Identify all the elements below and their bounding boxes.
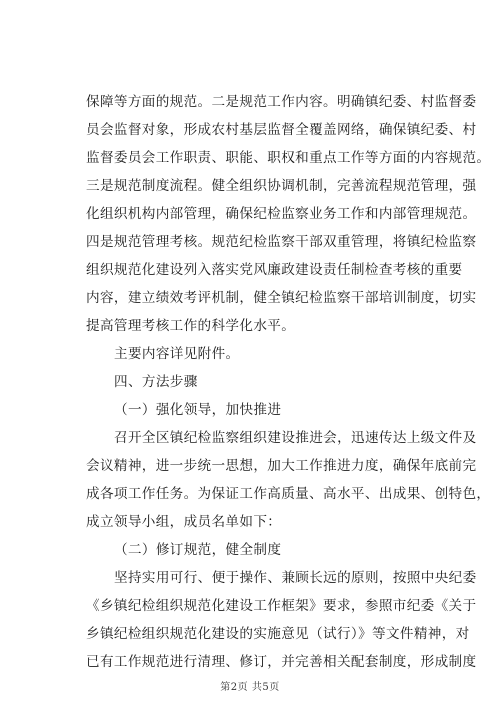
- paragraph-line: 化组织机构内部管理，确保纪检监察业务工作和内部管理规范。: [86, 206, 477, 222]
- paragraph-line: 保障等方面的规范。二是规范工作内容。明确镇纪委、村监督委: [86, 94, 477, 110]
- page-number-footer: 第2页 共5页: [220, 682, 280, 693]
- paragraph-line: 组织规范化建设列入落实党风廉政建设责任制检查考核的重要: [86, 262, 463, 278]
- document-body: [86, 88, 491, 676]
- paragraph-line: 已有工作规范进行清理、修订，并完善相关配套制度，形成制度: [86, 654, 477, 670]
- paragraph-line: 提高管理考核工作的科学化水平。: [86, 318, 296, 334]
- paragraph-line: 会议精神，进一步统一思想，加大工作推进力度，确保年底前完: [86, 458, 477, 474]
- subsection-heading: （一）强化领导，加快推进: [114, 402, 282, 418]
- paragraph-line: 召开全区镇纪检监察组织建设推进会，迅速传达上级文件及: [114, 430, 477, 446]
- paragraph-line: 成立领导小组，成员名单如下：: [86, 514, 282, 530]
- paragraph-line: 四是规范管理考核。规范纪检监察干部双重管理，将镇纪检监察: [86, 234, 477, 250]
- paragraph-line: 三是规范制度流程。健全组织协调机制，完善流程规范管理，强: [86, 178, 477, 194]
- section-heading: 四、方法步骤: [114, 374, 198, 390]
- paragraph-line: 成各项工作任务。为保证工作高质量、高水平、出成果、创特色，: [86, 486, 491, 502]
- paragraph-line: 员会监督对象，形成农村基层监督全覆盖网络，确保镇纪委、村: [86, 122, 477, 138]
- subsection-heading: （二）修订规范，健全制度: [114, 542, 282, 558]
- paragraph-line: 监督委员会工作职责、职能、职权和重点工作等方面的内容规范。: [86, 150, 491, 166]
- paragraph-line: 主要内容详见附件。: [114, 346, 240, 362]
- paragraph-line: 坚持实用可行、便于操作、兼顾长远的原则，按照中央纪委: [114, 570, 477, 586]
- paragraph-line: 乡镇纪检组织规范化建设的实施意见（试行）》等文件精神，对: [86, 626, 470, 642]
- paragraph-line: 内容，建立绩效考评机制，健全镇纪检监察干部培训制度，切实: [86, 290, 477, 306]
- paragraph-line: 《乡镇纪检组织规范化建设工作框架》要求，参照市纪委《关于: [86, 598, 477, 614]
